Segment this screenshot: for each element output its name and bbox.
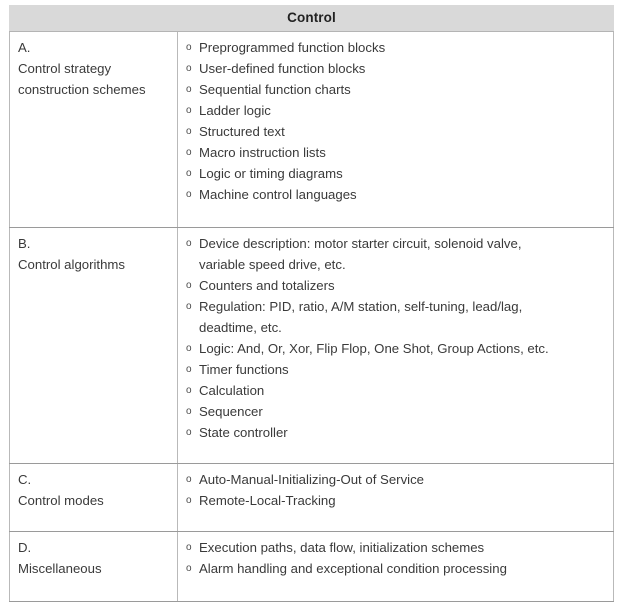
header-row xyxy=(10,6,614,32)
list-item-text: Calculation xyxy=(199,383,265,398)
circle-bullet-icon: o xyxy=(186,563,192,574)
list-item-text: Macro instruction lists xyxy=(199,145,326,160)
circle-bullet-icon: o xyxy=(186,343,192,354)
circle-bullet-icon: o xyxy=(186,427,192,438)
list-item-text: Sequencer xyxy=(199,404,263,419)
list-item-text: Structured text xyxy=(199,124,285,139)
list-item-text: Preprogrammed function blocks xyxy=(199,40,386,55)
circle-bullet-icon: o xyxy=(186,495,192,506)
list-item xyxy=(186,338,607,359)
circle-bullet-icon: o xyxy=(186,105,192,116)
table-head xyxy=(10,6,614,32)
category-label-line: Control strategy xyxy=(18,61,112,76)
list-item-text: Sequential function charts xyxy=(199,82,351,97)
circle-bullet-icon: o xyxy=(186,280,192,291)
circle-bullet-icon: o xyxy=(186,542,192,553)
circle-bullet-icon: o xyxy=(186,474,192,485)
list-item xyxy=(186,558,607,579)
circle-bullet-icon: o xyxy=(186,385,192,396)
list-item-text: State controller xyxy=(199,425,288,440)
category-label-line: A. xyxy=(18,40,31,55)
list-item-text: Auto-Manual-Initializing-Out of Service xyxy=(199,472,425,487)
category-label-cell xyxy=(10,228,178,464)
items-cell xyxy=(178,532,614,602)
table-title: Control xyxy=(10,6,614,32)
list-item xyxy=(186,79,607,100)
circle-bullet-icon: o xyxy=(186,238,192,249)
category-label-cell xyxy=(10,464,178,532)
list-item-text: Regulation: PID, ratio, A/M station, self-tuning, lead/lag, xyxy=(199,299,523,314)
list-item xyxy=(186,401,607,422)
list-item-text: Device description: motor starter circuit, solenoid valve, xyxy=(199,236,522,251)
list-item xyxy=(186,163,607,184)
table-row xyxy=(10,464,614,532)
list-item-text: Logic or timing diagrams xyxy=(199,166,343,181)
circle-bullet-icon: o xyxy=(186,84,192,95)
list-item xyxy=(186,537,607,558)
category-label-line: Miscellaneous xyxy=(18,561,102,576)
table-row xyxy=(10,32,614,228)
table-row xyxy=(10,532,614,602)
list-item-text: Execution paths, data flow, initialization schemes xyxy=(199,540,485,555)
circle-bullet-icon: o xyxy=(186,364,192,375)
list-item xyxy=(186,121,607,142)
circle-bullet-icon: o xyxy=(186,126,192,137)
list-item xyxy=(186,100,607,121)
category-label-line: C. xyxy=(18,472,32,487)
list-item xyxy=(186,184,607,205)
category-label-line: Control modes xyxy=(18,493,104,508)
circle-bullet-icon: o xyxy=(186,63,192,74)
list-item xyxy=(186,359,607,380)
circle-bullet-icon: o xyxy=(186,168,192,179)
category-label-line: B. xyxy=(18,236,31,251)
category-label-cell xyxy=(10,32,178,228)
category-label-line: D. xyxy=(18,540,32,555)
circle-bullet-icon: o xyxy=(186,189,192,200)
list-item-text: Remote-Local-Tracking xyxy=(199,493,336,508)
items-cell xyxy=(178,228,614,464)
list-item-continuation: deadtime, etc. xyxy=(199,320,282,335)
list-item xyxy=(186,490,607,511)
table-body xyxy=(10,32,614,602)
item-list xyxy=(186,537,607,579)
list-item-text: Machine control languages xyxy=(199,187,357,202)
list-item xyxy=(186,37,607,58)
circle-bullet-icon: o xyxy=(186,147,192,158)
category-label-line: Control algorithms xyxy=(18,257,126,272)
list-item-text: Counters and totalizers xyxy=(199,278,335,293)
category-label-cell xyxy=(10,532,178,602)
list-item xyxy=(186,380,607,401)
item-list xyxy=(186,37,607,205)
list-item-text: Timer functions xyxy=(199,362,289,377)
list-item xyxy=(186,275,607,296)
item-list xyxy=(186,233,607,443)
items-cell xyxy=(178,32,614,228)
list-item-continuation: variable speed drive, etc. xyxy=(199,257,346,272)
list-item-text: Ladder logic xyxy=(199,103,271,118)
list-item xyxy=(186,233,607,275)
circle-bullet-icon: o xyxy=(186,42,192,53)
list-item xyxy=(186,296,607,338)
items-cell xyxy=(178,464,614,532)
control-table-container xyxy=(9,5,613,602)
category-label-line: construction schemes xyxy=(18,82,146,97)
table-row xyxy=(10,228,614,464)
circle-bullet-icon: o xyxy=(186,406,192,417)
list-item xyxy=(186,58,607,79)
item-list xyxy=(186,469,607,511)
list-item xyxy=(186,469,607,490)
list-item xyxy=(186,422,607,443)
list-item-text: User-defined function blocks xyxy=(199,61,366,76)
list-item-text: Alarm handling and exceptional condition processing xyxy=(199,561,507,576)
circle-bullet-icon: o xyxy=(186,301,192,312)
list-item xyxy=(186,142,607,163)
control-table xyxy=(9,5,614,602)
list-item-text: Logic: And, Or, Xor, Flip Flop, One Shot, Group Actions, etc. xyxy=(199,341,549,356)
